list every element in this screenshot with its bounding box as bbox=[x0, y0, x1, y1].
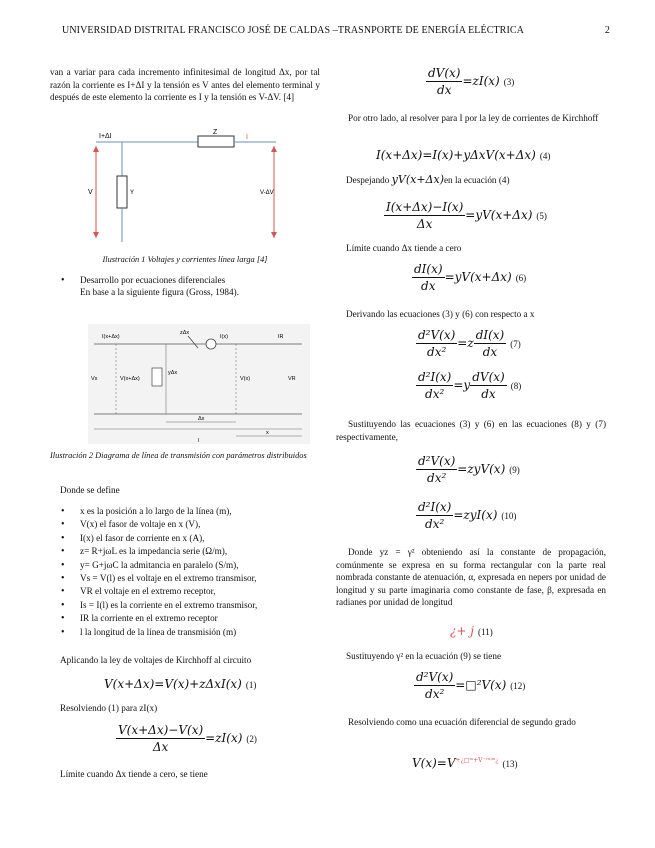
fig1-label-z: Z bbox=[213, 129, 218, 136]
fig2-label-dx: Δx bbox=[198, 416, 205, 422]
definition-item: • V(x) el fasor de voltaje en x (V), bbox=[50, 518, 325, 531]
equation-11: ¿+ j (11) bbox=[450, 624, 493, 638]
shunt-admittance bbox=[152, 368, 162, 386]
solve-1-paragraph: Resolviendo (1) para zI(x) bbox=[60, 703, 158, 713]
fig2-label-x: x bbox=[266, 430, 269, 436]
page-number: 2 bbox=[604, 25, 610, 36]
figure-2-distributed-parameters-diagram bbox=[88, 324, 310, 444]
fig1-label-v-minus-dv: V-ΔV bbox=[260, 190, 274, 196]
fig2-label-c: I(x) bbox=[220, 334, 228, 340]
equation-4: I(x+Δx)=I(x)+yΔxV(x+Δx) (4) bbox=[376, 148, 551, 162]
fig2-label-d: IR bbox=[278, 334, 284, 340]
kvl-paragraph: Aplicando la ley de voltajes de Kirchhoff al circuito bbox=[60, 655, 252, 665]
define-heading: Donde se define bbox=[60, 485, 120, 495]
definition-item: • VR el voltaje en el extremo receptor, bbox=[50, 585, 325, 598]
substitute-paragraph: Sustituyendo las ecuaciones (3) y (6) en las ecuaciones (8) y (7) respectivamente, bbox=[336, 419, 606, 442]
method-bullet-sub: En base a la siguiente figura (Gross, 1984). bbox=[80, 287, 239, 298]
method-bullet bbox=[50, 274, 320, 300]
equation-9: $\frac{\text{d²V(x)}}{\text{dx²}}$ =zyV(x) (9) bbox=[418, 454, 520, 485]
equation-5: $\frac{I(x+\Delta x)-I(x)}{\Delta x}$ =yV(x+Δx) (5) bbox=[386, 200, 547, 231]
page-header bbox=[62, 25, 610, 36]
definition-item: • Vs = V(l) es el voltaje en el extremo transmisor, bbox=[50, 572, 325, 585]
fig1-label-i: I bbox=[246, 134, 248, 141]
equation-7: $\frac{\text{d²V(x)}}{\text{dx²}}$ =z $\frac{dI(x)}{dx}$ (7) bbox=[418, 328, 521, 359]
definition-item: • I(x) el fasor de corriente en x (A), bbox=[50, 532, 325, 545]
equation-3: $\frac{dV(x)}{dx}$ =zI(x) (3) bbox=[428, 66, 515, 97]
fig2-label-ydx: yΔx bbox=[168, 370, 178, 376]
fig2-label-vx1: V(x+Δx) bbox=[120, 376, 140, 382]
definition-item: • x es la posición a lo largo de la línea (m), bbox=[50, 505, 325, 518]
equation-6: $\frac{dI(x)}{dx}$ =yV(x+Δx) (6) bbox=[414, 262, 527, 293]
series-impedance-source bbox=[206, 339, 216, 349]
equation-13: $V(x)=V^{+¿□ᵐ+V^-ᶜᵘ^)ᵐ¿}$ (13) bbox=[412, 756, 518, 770]
figure-1-caption: Ilustración 1 Voltajes y corrientes línea larga [4] bbox=[102, 255, 268, 264]
despejando-paragraph: Despejando yV(x+Δx)en la ecuación (4) bbox=[346, 173, 510, 186]
equation-12: $\frac{\text{d²V(x)}}{\text{dx²}}$ =□²V(x) (12) bbox=[416, 670, 526, 701]
equation-10: $\frac{\text{d²I(x)}}{\text{dx²}}$ =zyI(x) (10) bbox=[418, 500, 517, 531]
definition-item: • Is = I(l) es la corriente en el extremo transmisor, bbox=[50, 599, 325, 612]
equation-1: V(x+Δx)=V(x)+zΔxI(x) (1) bbox=[104, 677, 257, 691]
equation-2: $\frac{V(x+\Delta x)-V(x)}{\Delta x}$ =zI(x) (2) bbox=[118, 723, 257, 754]
limit-2-paragraph: Límite cuando Δx tiende a cero bbox=[346, 243, 462, 253]
header-title: UNIVERSIDAD DISTRITAL FRANCISCO JOSÉ DE CALDAS –TRASNPORTE DE ENERGÍA ELÉCTRICA bbox=[62, 25, 524, 36]
solve-2-paragraph: Resolviendo como una ecuación diferencial de segundo grado bbox=[348, 717, 576, 727]
intro-paragraph: van a variar para cada incremento infinitesimal de longitud Δx, por tal razón la corriente es I+ΔI y la tensión es V antes del elemento terminal y después de este elemento la corriente es I y la tensión es V-ΔV. [4] bbox=[50, 67, 320, 102]
definition-item: • l la longitud de la línea de transmisión (m) bbox=[50, 626, 325, 639]
fig1-label-y: Y bbox=[130, 190, 135, 196]
equation-8: $\frac{\text{d²I(x)}}{\text{dx²}}$ =y $\frac{dV(x)}{dx}$ (8) bbox=[418, 370, 522, 401]
method-bullet-title: • Desarrollo por ecuaciones diferenciales bbox=[50, 274, 320, 287]
fig2-label-b: zΔx bbox=[180, 330, 190, 336]
limit-1-paragraph: Límite cuando Δx tiende a cero, se tiene bbox=[60, 769, 208, 779]
derive-paragraph: Derivando las ecuaciones (3) y (6) con respecto a x bbox=[346, 309, 535, 319]
impedance-z bbox=[198, 136, 234, 147]
definition-item: • z= R+jωL es la impedancia serie (Ω/m), bbox=[50, 545, 325, 558]
fig1-label-v: V bbox=[88, 189, 93, 196]
fig1-label-current-in: I+ΔI bbox=[99, 133, 112, 140]
definitions-list bbox=[50, 505, 325, 639]
definition-item: • y= G+jωC la admitancia en paralelo (S/m), bbox=[50, 559, 325, 572]
figure-2-caption: Ilustración 2 Diagrama de línea de transmisión con parámetros distribuidos bbox=[50, 451, 307, 460]
admittance-y bbox=[117, 176, 127, 208]
fig2-label-l: l bbox=[198, 438, 200, 444]
figure-1-long-line-diagram bbox=[86, 128, 286, 248]
fig2-label-vx: V(x) bbox=[240, 376, 251, 382]
fig2-label-a: I(x+Δx) bbox=[102, 334, 120, 340]
kcl-paragraph: Por otro lado, al resolver para I por la ley de corrientes de Kirchhoff bbox=[348, 113, 599, 123]
definition-item: • IR la corriente en el extremo receptor bbox=[50, 612, 325, 625]
fig2-label-vs: Vs bbox=[91, 376, 98, 382]
fig2-label-vr: VR bbox=[288, 376, 296, 382]
substitute-2-paragraph: Sustituyendo γ² en la ecuación (9) se tiene bbox=[346, 651, 502, 661]
propagation-paragraph: Donde yz = γ² obteniendo así la constante de propagación, comúnmente se expresa en su forma rectangular con la parte real nombrada constante de atenuación, α, expresada en nepers por unidad de longitud y su parte imaginaria como constante de fase, β, expresada en radianes por unidad de longitud bbox=[336, 547, 606, 607]
